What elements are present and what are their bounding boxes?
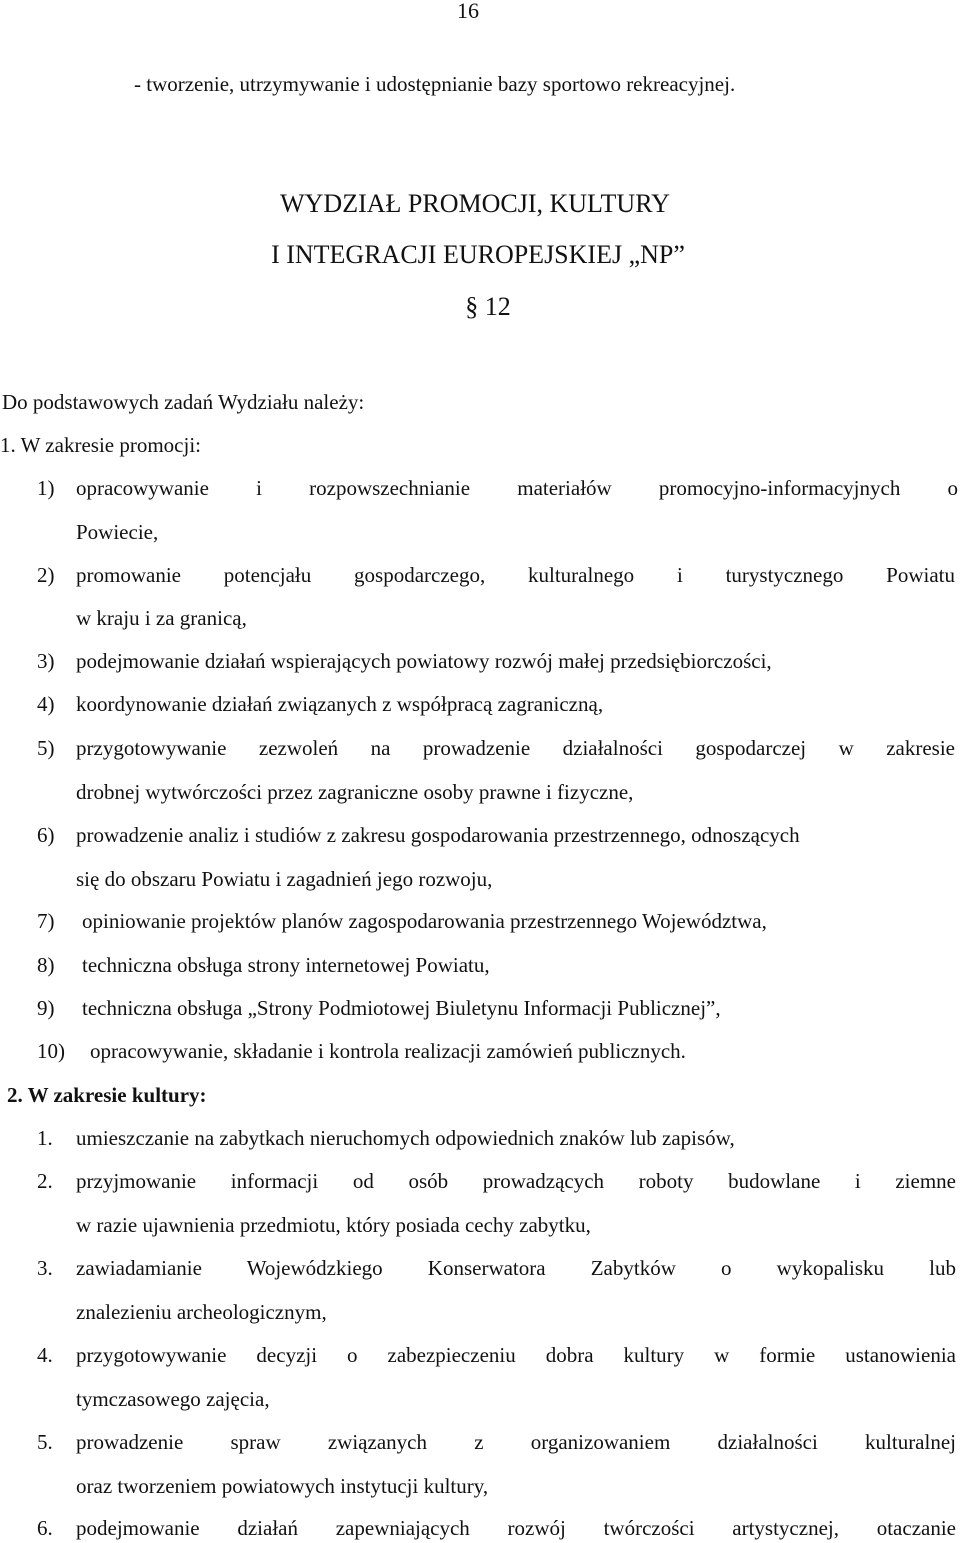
item-text: opracowywanie, składanie i kontrola realizacji zamówień publicznych. <box>90 1039 686 1063</box>
item-number: 9) <box>37 996 55 1020</box>
item-text: przyjmowanie informacji od osób prowadzących roboty budowlane i ziemne <box>76 1169 956 1193</box>
item-text-continued: znalezieniu archeologicznym, <box>76 1300 327 1324</box>
item-text: prowadzenie analiz i studiów z zakresu gospodarowania przestrzennego, odnoszących <box>76 823 800 847</box>
item-number: 2) <box>37 563 55 587</box>
section2-title: 2. W zakresie kultury: <box>7 1083 207 1107</box>
item-number: 8) <box>37 953 55 977</box>
item-text-continued: drobnej wytwórczości przez zagraniczne osoby prawne i fizyczne, <box>76 780 634 804</box>
item-text: umieszczanie na zabytkach nieruchomych odpowiednich znaków lub zapisów, <box>76 1126 735 1150</box>
item-number: 5) <box>37 736 55 760</box>
item-number: 10) <box>37 1039 65 1063</box>
item-text: opiniowanie projektów planów zagospodarowania przestrzennego Województwa, <box>82 909 767 933</box>
item-number: 3. <box>37 1256 53 1280</box>
item-number: 7) <box>37 909 55 933</box>
item-text: podejmowanie działań wspierających powiatowy rozwój małej przedsiębiorczości, <box>76 649 772 673</box>
item-text: zawiadamianie Wojewódzkiego Konserwatora Zabytków o wykopalisku lub <box>76 1256 956 1280</box>
item-text-continued: w razie ujawnienia przedmiotu, który posiada cechy zabytku, <box>76 1213 591 1237</box>
heading-line-2: I INTEGRACJI EUROPEJSKIEJ „NP” <box>271 240 685 269</box>
item-text: opracowywanie i rozpowszechnianie materiałów promocyjno-informacyjnych o <box>76 476 958 500</box>
section1-title: 1. W zakresie promocji: <box>0 433 201 457</box>
item-number: 6) <box>37 823 55 847</box>
item-text-continued: oraz tworzeniem powiatowych instytucji kultury, <box>76 1474 489 1498</box>
item-number: 6. <box>37 1516 53 1540</box>
item-number: 1) <box>37 476 55 500</box>
item-number: 4. <box>37 1343 53 1367</box>
item-number: 4) <box>37 692 55 716</box>
top-item: - tworzenie, utrzymywanie i udostępnianie bazy sportowo rekreacyjnej. <box>134 72 736 96</box>
item-text: techniczna obsługa „Strony Podmiotowej Biuletynu Informacji Publicznej”, <box>82 996 721 1020</box>
item-number: 5. <box>37 1430 53 1454</box>
page-number: 16 <box>457 0 479 23</box>
item-text-continued: się do obszaru Powiatu i zagadnień jego rozwoju, <box>76 867 493 891</box>
item-text: przygotowywanie zezwoleń na prowadzenie działalności gospodarczej w zakresie <box>76 736 955 760</box>
intro-text: Do podstawowych zadań Wydziału należy: <box>2 390 365 414</box>
item-text: techniczna obsługa strony internetowej Powiatu, <box>82 953 490 977</box>
item-number: 1. <box>37 1126 53 1150</box>
item-text: koordynowanie działań związanych z współpracą zagraniczną, <box>76 692 604 716</box>
heading-line-1: WYDZIAŁ PROMOCJI, KULTURY <box>280 189 670 218</box>
item-text: przygotowywanie decyzji o zabezpieczeniu dobra kultury w formie ustanowienia <box>76 1343 956 1367</box>
item-number: 3) <box>37 649 55 673</box>
item-text-continued: w kraju i za granicą, <box>76 606 247 630</box>
item-text-continued: tymczasowego zajęcia, <box>76 1387 270 1411</box>
item-number: 2. <box>37 1169 53 1193</box>
item-text: podejmowanie działań zapewniających rozwój twórczości artystycznej, otaczanie <box>76 1516 956 1540</box>
paragraph-number: § 12 <box>465 292 511 321</box>
item-text-continued: Powiecie, <box>76 520 159 544</box>
item-text: promowanie potencjału gospodarczego, kulturalnego i turystycznego Powiatu <box>76 563 955 587</box>
item-text: prowadzenie spraw związanych z organizowaniem działalności kulturalnej <box>76 1430 956 1454</box>
